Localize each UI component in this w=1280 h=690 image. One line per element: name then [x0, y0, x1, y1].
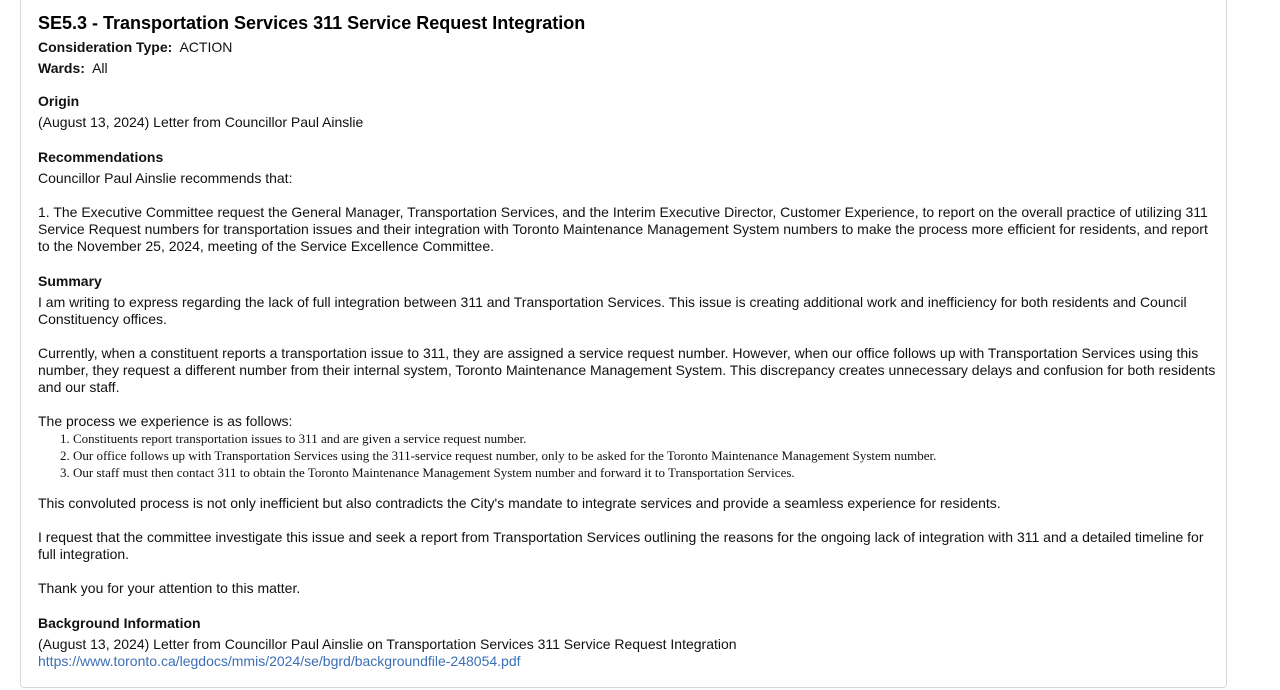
background-text: (August 13, 2024) Letter from Councillor Paul Ainslie on Transportation Services 311 Service Request Integration	[38, 636, 737, 652]
origin-heading: Origin	[38, 93, 80, 109]
item-title: SE5.3 - Transportation Services 311 Service Request Integration	[38, 13, 586, 33]
summary-paragraph: Currently, when a constituent reports a transportation issue to 311, they are assigned a service request number. However, when our office follows up with Transportation Services using this number, they request a different number from their internal system, Toronto Maintenance Management System. This discrepancy creates unnecessary delays and confusion for both residents and our staff.	[38, 345, 1216, 395]
recommendation-item: 1. The Executive Committee request the General Manager, Transportation Services, and the Interim Executive Director, Customer Experience, to report on the overall practice of utilizing 311 Service Request numbers for transportation issues and their integration with Toronto Maintenance Management System numbers to make the process more efficient for residents, and report to the November 25, 2024, meeting of the Service Excellence Committee.	[38, 204, 1208, 254]
summary-paragraph: This convoluted process is not only inefficient but also contradicts the City's mandate to integrate services and provide a seamless experience for residents.	[38, 495, 1001, 511]
summary-paragraph: I am writing to express regarding the lack of full integration between 311 and Transportation Services. This issue is creating additional work and inefficiency for both residents and Council Constituency offices.	[38, 294, 1187, 327]
wards	[38, 58, 1218, 79]
wards-value: All	[92, 60, 108, 76]
wards-label: Wards:	[38, 60, 85, 76]
process-steps-list	[38, 430, 1218, 481]
consideration-type	[38, 37, 1218, 58]
list-item: 3. Our staff must then contact 311 to obtain the Toronto Maintenance Management System number and forward it to Transportation Services.	[73, 464, 1218, 481]
background-file-link[interactable]: https://www.toronto.ca/legdocs/mmis/2024/se/bgrd/backgroundfile-248054.pdf	[38, 653, 521, 669]
summary-paragraph: Thank you for your attention to this matter.	[38, 580, 301, 596]
recommendations-heading: Recommendations	[38, 149, 164, 165]
agenda-item-content	[38, 11, 1218, 671]
summary-heading: Summary	[38, 273, 102, 289]
list-item: 2. Our office follows up with Transportation Services using the 311-service request number, only to be asked for the Toronto Maintenance Management System number.	[73, 447, 1218, 464]
list-item: 1. Constituents report transportation issues to 311 and are given a service request number.	[73, 430, 1218, 447]
consideration-type-label: Consideration Type:	[38, 39, 173, 55]
recommendations-intro: Councillor Paul Ainslie recommends that:	[38, 170, 293, 186]
summary-paragraph: I request that the committee investigate this issue and seek a report from Transportation Services outlining the reasons for the ongoing lack of integration with 311 and a detailed timeline for full integration.	[38, 529, 1204, 562]
consideration-type-value: ACTION	[179, 39, 233, 55]
origin-text: (August 13, 2024) Letter from Councillor Paul Ainslie	[38, 114, 364, 130]
background-heading: Background Information	[38, 615, 201, 631]
summary-paragraph: The process we experience is as follows:	[38, 413, 293, 429]
